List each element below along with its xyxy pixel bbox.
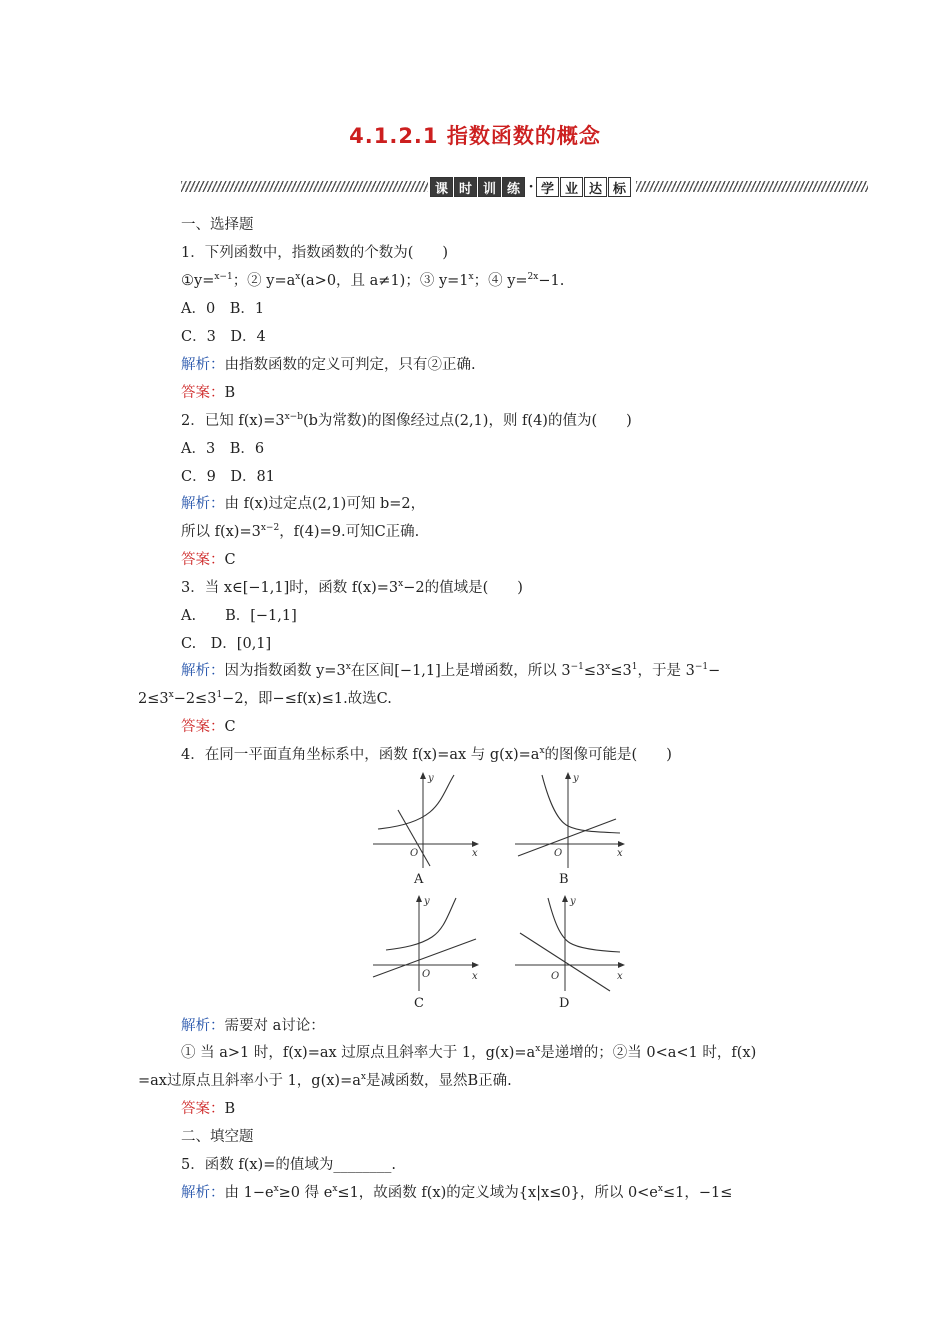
question-1-choices-cd: C．3 D．4 xyxy=(181,329,266,345)
question-3-choices-ab: A. B．[−1,1] xyxy=(181,608,297,624)
banner-char: 训 xyxy=(478,177,501,197)
graph-c-x-label: x xyxy=(472,971,478,982)
graph-a-origin: O xyxy=(410,848,419,859)
graph-d-y-label: y xyxy=(570,896,576,907)
banner-char: 业 xyxy=(560,177,583,197)
graph-a-x-label: x xyxy=(472,848,478,859)
graph-b-origin: O xyxy=(554,848,563,859)
question-4-stem: 4．在同一平面直角坐标系中，函数 f(x)=ax 与 $g(x)=a^x$的图像可能是( ) xyxy=(181,746,672,763)
page-title: 4.1.2.1 指数函数的概念 xyxy=(349,124,601,148)
banner-label xyxy=(430,176,634,198)
banner-char: 达 xyxy=(584,177,607,197)
graph-c xyxy=(368,893,483,993)
graph-d xyxy=(510,893,630,993)
question-3-choices-cd: C. D．[0,1] xyxy=(181,636,272,652)
graph-b-y-label: y xyxy=(573,773,579,784)
banner-hatch-left xyxy=(181,181,428,192)
question-3-answer: 答案：C xyxy=(181,719,236,735)
banner-char: 学 xyxy=(536,177,559,197)
section-banner xyxy=(181,176,868,198)
question-4-analysis-line1: ① 当 a>1 时，f(x)=ax 过原点且斜率大于 1，$g(x)=a^x$是递增的；②当 0<a<1 时，f(x) xyxy=(181,1044,757,1061)
banner-char: 标 xyxy=(608,177,631,197)
section-heading: 二、填空题 xyxy=(181,1129,254,1145)
question-1-options: ①y=$^{x-1}$；② $y=a^x(a>0$，且 a≠1)；③ $y=1^x$；④ y=$^{2x}$−1. xyxy=(181,272,565,289)
graph-b-x-label: x xyxy=(617,848,623,859)
question-4-analysis: 解析：需要对 a讨论： xyxy=(181,1018,325,1034)
question-2-choices-cd: C．9 D．81 xyxy=(181,469,275,485)
banner-hatch-right xyxy=(636,181,868,192)
question-1-choices-ab: A．0 B．1 xyxy=(181,301,265,317)
graph-c-caption: C xyxy=(414,996,424,1011)
graph-b-caption: B xyxy=(559,872,569,887)
banner-char: 练 xyxy=(502,177,525,197)
question-2-stem: 2．已知 $f(x)=3^{x-b}(b$为常数)的图像经过点(2,1)，则 f(4)的值为( ) xyxy=(181,412,632,429)
question-5-analysis: 解析：由 $1-e^x\ge 0$ 得 $e^x\le 1$，故函数 f(x)的定义域为{x|x≤0}，所以 $0<e^x\le 1$，−1≤ xyxy=(181,1184,733,1201)
banner-char: 时 xyxy=(454,177,477,197)
question-2-analysis-cont: 所以 $f(x)=3^{x-2}$，f(4)=9.可知C正确. xyxy=(181,523,420,540)
graph-c-origin: O xyxy=(422,969,431,980)
section-heading: 一、选择题 xyxy=(181,217,254,233)
question-2-choices-ab: A．3 B．6 xyxy=(181,441,265,457)
banner-char: 课 xyxy=(430,177,453,197)
graph-c-y-label: y xyxy=(424,896,430,907)
graph-b xyxy=(510,770,630,870)
banner-dot: · xyxy=(528,179,534,195)
graph-a xyxy=(368,770,483,870)
question-3-stem: 3．当 x∈[−1,1]时，函数 $f(x)=3^x-2$的值域是( ) xyxy=(181,579,523,596)
question-5-stem: 5．函数 f(x)=的值域为________. xyxy=(181,1157,396,1173)
question-4-answer: 答案：B xyxy=(181,1101,236,1117)
question-1-stem: 1．下列函数中，指数函数的个数为( ) xyxy=(181,245,449,261)
graph-d-origin: O xyxy=(551,971,560,982)
question-2-analysis: 解析：由 f(x)过定点(2,1)可知 b=2， xyxy=(181,496,426,512)
question-1-analysis: 解析：由指数函数的定义可判定，只有②正确. xyxy=(181,357,476,373)
question-3-analysis: 解析：因为指数函数 $y=3^x$在区间[−1,1]上是增函数，所以 $3^{-1}\le 3^x\le 3^1$，于是 $3^{-1}-$ xyxy=(181,662,721,679)
question-2-answer: 答案：C xyxy=(181,552,236,568)
graph-d-caption: D xyxy=(559,996,570,1011)
question-3-analysis-cont: $2\le 3^x-2\le 3^1-2$，即−≤f(x)≤1.故选C. xyxy=(138,690,392,707)
question-4-analysis-line2: =ax过原点且斜率小于 1，$g(x)=a^x$是减函数，显然B正确. xyxy=(138,1072,512,1089)
question-1-answer: 答案：B xyxy=(181,385,236,401)
graph-a-y-label: y xyxy=(428,773,434,784)
graph-d-x-label: x xyxy=(617,971,623,982)
graph-a-caption: A xyxy=(414,872,424,887)
